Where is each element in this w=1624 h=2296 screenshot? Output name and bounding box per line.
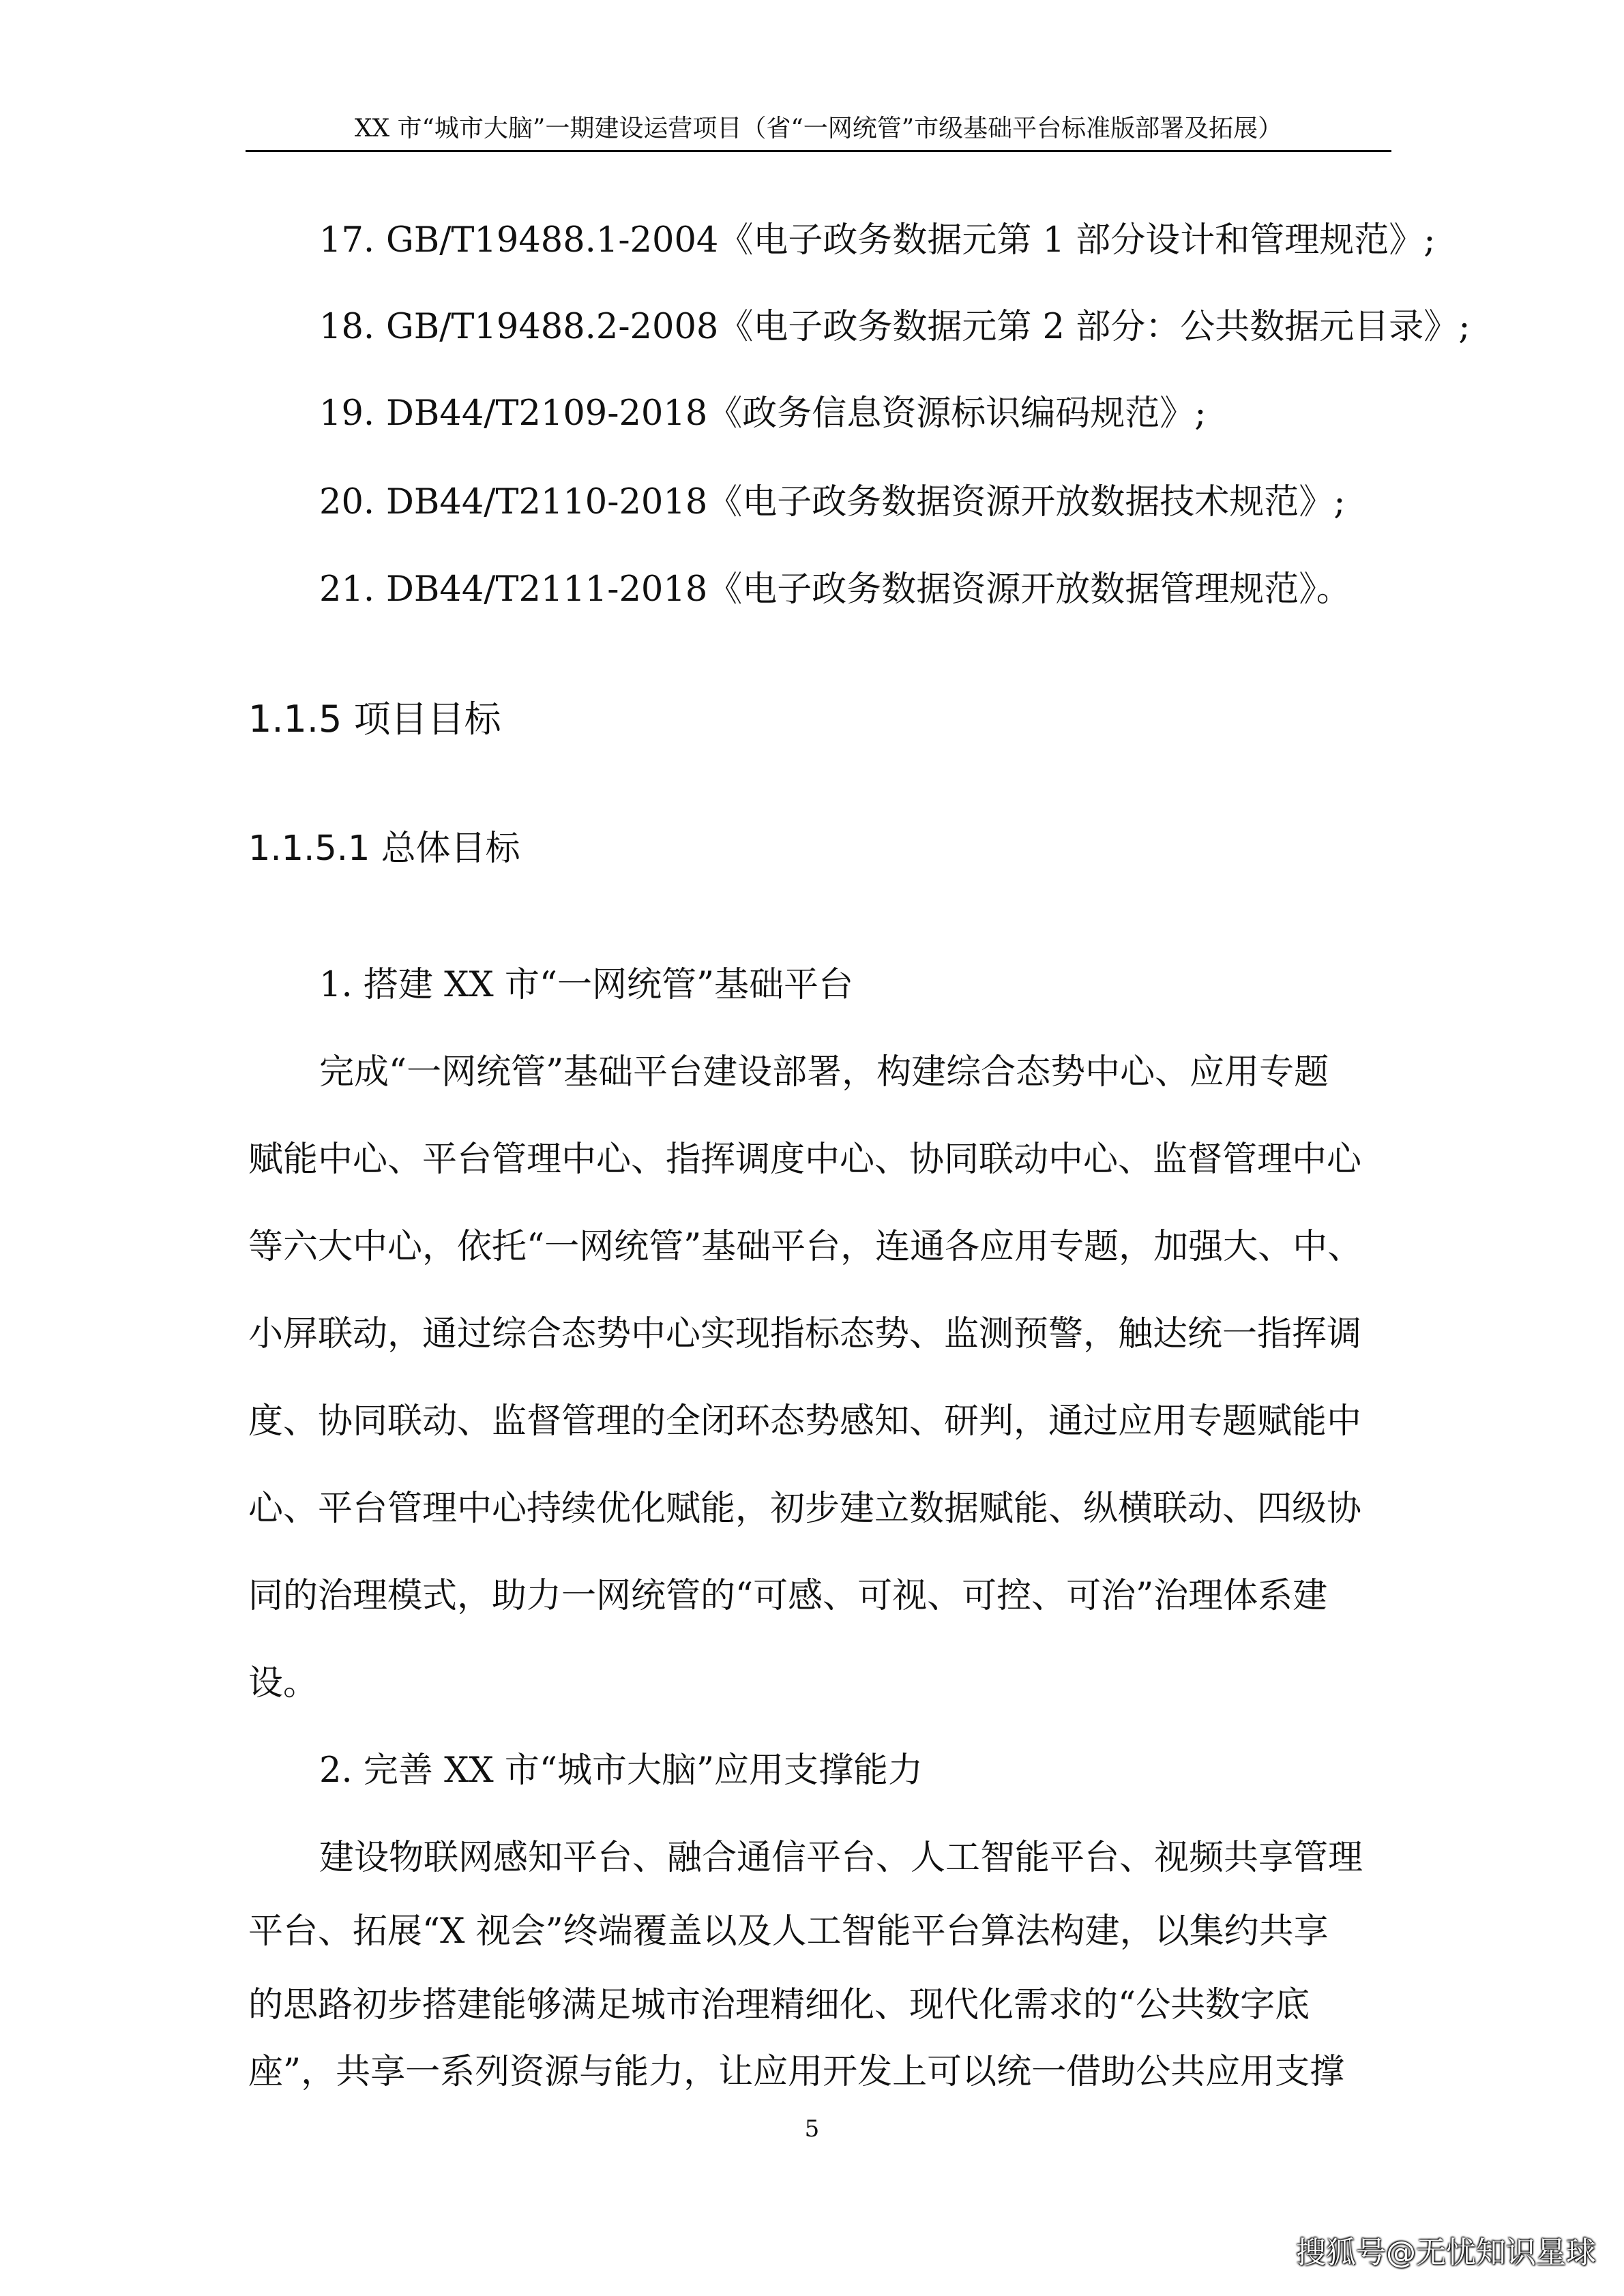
section-heading: 1.1.5 项目目标 (248, 698, 501, 741)
reference-item (319, 566, 1351, 614)
paragraph-line: 心、平台管理中心持续优化赋能，初步建立数据赋能、纵横联动、四级协 (248, 1489, 1362, 1529)
paragraph-line: 同的治理模式，助力一网统管的“可感、可视、可控、可治”治理体系建 (248, 1576, 1328, 1616)
paragraph-line: 平台、拓展“X 视会”终端覆盖以及人工智能平台算法构建，以集约共享 (248, 1911, 1329, 1952)
paragraph-line: 等六大中心，依托“一网统管”基础平台，连通各应用专题，加强大、中、 (248, 1227, 1363, 1267)
reference-item (319, 303, 1470, 351)
reference-item (319, 217, 1435, 265)
reference-number: 17. (319, 220, 375, 260)
reference-text: DB44/T2110-2018《电子政务数据资源开放数据技术规范》; (386, 482, 1346, 522)
reference-number: 19. (319, 393, 375, 434)
reference-item (319, 390, 1206, 438)
paragraph-line: 座”，共享一系列资源与能力，让应用开发上可以统一借助公共应用支撑 (248, 2052, 1345, 2092)
reference-number: 21. (319, 569, 375, 610)
reference-text: DB44/T2111-2018《电子政务数据资源开放数据管理规范》。 (386, 569, 1351, 610)
subsection-heading: 1.1.5.1 总体目标 (248, 829, 520, 869)
paragraph-line: 的思路初步搭建能够满足城市治理精细化、现代化需求的“公共数字底 (248, 1985, 1310, 2025)
goal-item-title: 2. 完善 XX 市“城市大脑”应用支撑能力 (319, 1750, 924, 1791)
reference-number: 18. (319, 307, 375, 347)
goal-item-title: 1. 搭建 XX 市“一网统管”基础平台 (319, 965, 854, 1005)
header-rule (246, 150, 1391, 152)
reference-text: GB/T19488.1-2004《电子政务数据元第 1 部分设计和管理规范》; (386, 220, 1436, 260)
paragraph-line: 赋能中心、平台管理中心、指挥调度中心、协同联动中心、监督管理中心 (248, 1139, 1362, 1180)
paragraph-line: 设。 (248, 1663, 319, 1703)
paragraph-line: 完成“一网统管”基础平台建设部署，构建综合态势中心、应用专题 (319, 1052, 1329, 1092)
paragraph-line: 建设物联网感知平台、融合通信平台、人工智能平台、视频共享管理 (319, 1838, 1363, 1878)
paragraph-line: 小屏联动，通过综合态势中心实现指标态势、监测预警，触达统一指挥调 (248, 1314, 1362, 1354)
reference-number: 20. (319, 482, 375, 522)
page-number: 5 (804, 2115, 820, 2143)
running-header: XX 市“城市大脑”一期建设运营项目（省“一网统管”市级基础平台标准版部署及拓展） (354, 115, 1283, 143)
reference-text: DB44/T2109-2018《政务信息资源标识编码规范》; (386, 393, 1207, 434)
watermark: 搜狐号@无忧知识星球 (1296, 2235, 1596, 2270)
reference-text: GB/T19488.2-2008《电子政务数据元第 2 部分：公共数据元目录》; (386, 307, 1471, 347)
paragraph-line: 度、协同联动、监督管理的全闭环态势感知、研判，通过应用专题赋能中 (248, 1401, 1362, 1442)
reference-item (319, 479, 1345, 526)
